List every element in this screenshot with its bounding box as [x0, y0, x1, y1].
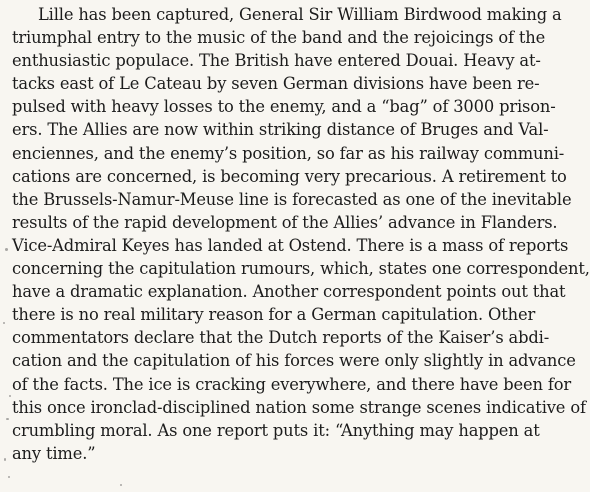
article-line: this once ironclad-disciplined nation some strange scenes indicative of — [12, 397, 586, 417]
article-line: cations are concerned, is becoming very precarious. A retirement to — [12, 166, 567, 186]
article-line: pulsed with heavy losses to the enemy, and a “bag” of 3000 prison- — [12, 97, 556, 117]
article-line: enciennes, and the enemy’s position, so far as his railway communi- — [12, 143, 565, 163]
article-line: results of the rapid development of the Allies’ advance in Flanders. — [12, 212, 558, 232]
article-line: tacks east of Le Cateau by seven German divisions have been re- — [12, 74, 540, 94]
article-line: triumphal entry to the music of the band and the rejoicings of the — [12, 28, 546, 48]
article-line: of the facts. The ice is cracking everywhere, and there have been for — [12, 374, 571, 394]
article-line: ers. The Allies are now within striking distance of Bruges and Val- — [12, 120, 549, 140]
article-line: crumbling moral. As one report puts it: “Anything may happen at — [12, 420, 540, 440]
article-line: concerning the capitulation rumours, which, states one correspondent, — [12, 259, 590, 279]
article-paragraph — [12, 3, 590, 465]
article-line: Vice-Admiral Keyes has landed at Ostend. There is a mass of reports — [12, 235, 569, 255]
article-line: there is no real military reason for a German capitulation. Other — [12, 305, 536, 325]
article-line: any time.” — [12, 443, 96, 463]
article-line: cation and the capitulation of his forces were only slightly in advance — [12, 351, 576, 371]
article-line: have a dramatic explanation. Another correspondent points out that — [12, 282, 566, 302]
article-line: enthusiastic populace. The British have entered Douai. Heavy at- — [12, 51, 541, 71]
article-line: commentators declare that the Dutch reports of the Kaiser’s abdi- — [12, 328, 550, 348]
article-line: Lille has been captured, General Sir William Birdwood making a — [38, 5, 562, 24]
article-line: the Brussels-Namur-Meuse line is forecasted as one of the inevitable — [12, 189, 572, 209]
